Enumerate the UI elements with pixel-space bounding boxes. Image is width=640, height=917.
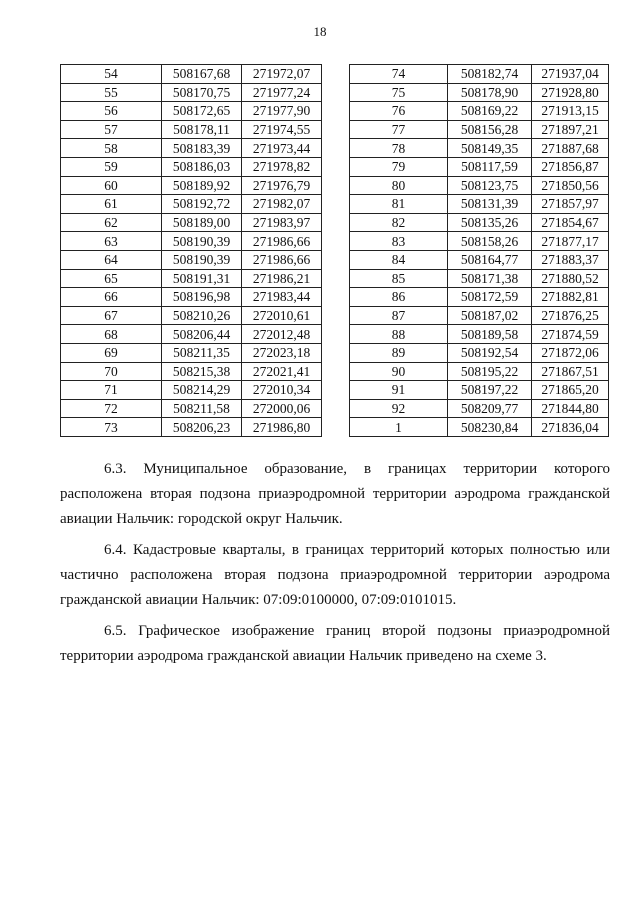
table-row: [350, 120, 609, 139]
table-row: [61, 418, 322, 437]
point-number-cell: 79: [350, 157, 448, 176]
x-coordinate-cell: 508172,65: [162, 102, 242, 121]
table-row: [61, 343, 322, 362]
point-number-cell: 87: [350, 306, 448, 325]
table-row: [61, 362, 322, 381]
point-number-cell: 69: [61, 343, 162, 362]
paragraph-6-5: [60, 619, 610, 669]
y-coordinate-cell: 272023,18: [242, 343, 322, 362]
table-row: [61, 102, 322, 121]
point-number-cell: 71: [61, 381, 162, 400]
point-number-cell: 64: [61, 250, 162, 269]
y-coordinate-cell: 271976,79: [242, 176, 322, 195]
y-coordinate-cell: 271854,67: [532, 213, 609, 232]
x-coordinate-cell: 508149,35: [448, 139, 532, 158]
table-row: [61, 232, 322, 251]
point-number-cell: 60: [61, 176, 162, 195]
coordinates-table-right: [349, 64, 609, 437]
y-coordinate-cell: 271867,51: [532, 362, 609, 381]
table-row: [350, 250, 609, 269]
table-row: [61, 306, 322, 325]
table-row: [61, 213, 322, 232]
x-coordinate-cell: 508178,11: [162, 120, 242, 139]
x-coordinate-cell: 508192,72: [162, 195, 242, 214]
coordinates-table-left-body: [61, 65, 322, 437]
point-number-cell: 68: [61, 325, 162, 344]
x-coordinate-cell: 508169,22: [448, 102, 532, 121]
point-number-cell: 63: [61, 232, 162, 251]
point-number-cell: 77: [350, 120, 448, 139]
table-row: [61, 176, 322, 195]
y-coordinate-cell: 271874,59: [532, 325, 609, 344]
y-coordinate-cell: 271876,25: [532, 306, 609, 325]
x-coordinate-cell: 508167,68: [162, 65, 242, 84]
point-number-cell: 61: [61, 195, 162, 214]
coordinates-table-left: [60, 64, 322, 437]
point-number-cell: 80: [350, 176, 448, 195]
table-row: [350, 362, 609, 381]
point-number-cell: 57: [61, 120, 162, 139]
point-number-cell: 67: [61, 306, 162, 325]
y-coordinate-cell: 271882,81: [532, 288, 609, 307]
y-coordinate-cell: 271877,17: [532, 232, 609, 251]
table-row: [61, 83, 322, 102]
table-row: [350, 288, 609, 307]
point-number-cell: 90: [350, 362, 448, 381]
point-number-cell: 75: [350, 83, 448, 102]
table-row: [350, 343, 609, 362]
point-number-cell: 72: [61, 399, 162, 418]
x-coordinate-cell: 508206,44: [162, 325, 242, 344]
y-coordinate-cell: 272010,34: [242, 381, 322, 400]
y-coordinate-cell: 271887,68: [532, 139, 609, 158]
table-row: [350, 176, 609, 195]
x-coordinate-cell: 508156,28: [448, 120, 532, 139]
table-row: [61, 250, 322, 269]
x-coordinate-cell: 508117,59: [448, 157, 532, 176]
table-row: [61, 195, 322, 214]
table-row: [350, 157, 609, 176]
y-coordinate-cell: 271986,66: [242, 250, 322, 269]
y-coordinate-cell: 271983,97: [242, 213, 322, 232]
y-coordinate-cell: 271974,55: [242, 120, 322, 139]
table-row: [350, 139, 609, 158]
y-coordinate-cell: 271850,56: [532, 176, 609, 195]
y-coordinate-cell: 272012,48: [242, 325, 322, 344]
y-coordinate-cell: 271986,66: [242, 232, 322, 251]
paragraph-6-4-text: 6.4. Кадастровые кварталы, в границах территорий которых полностью или частично расположена вторая подзона приаэродромной территории аэродрома гражданской авиации Нальчик: 07:09:0100000, 07:09:0101015.: [60, 542, 610, 608]
y-coordinate-cell: 271880,52: [532, 269, 609, 288]
paragraph-6-4: [60, 538, 610, 613]
point-number-cell: 84: [350, 250, 448, 269]
y-coordinate-cell: 271872,06: [532, 343, 609, 362]
table-row: [61, 269, 322, 288]
x-coordinate-cell: 508196,98: [162, 288, 242, 307]
y-coordinate-cell: 271897,21: [532, 120, 609, 139]
x-coordinate-cell: 508135,26: [448, 213, 532, 232]
x-coordinate-cell: 508158,26: [448, 232, 532, 251]
x-coordinate-cell: 508186,03: [162, 157, 242, 176]
x-coordinate-cell: 508182,74: [448, 65, 532, 84]
table-row: [350, 83, 609, 102]
y-coordinate-cell: 272021,41: [242, 362, 322, 381]
page-number: 18: [313, 24, 327, 39]
table-row: [61, 139, 322, 158]
x-coordinate-cell: 508211,35: [162, 343, 242, 362]
table-row: [350, 306, 609, 325]
y-coordinate-cell: 272010,61: [242, 306, 322, 325]
y-coordinate-cell: 271983,44: [242, 288, 322, 307]
point-number-cell: 70: [61, 362, 162, 381]
point-number-cell: 58: [61, 139, 162, 158]
table-row: [61, 65, 322, 84]
point-number-cell: 81: [350, 195, 448, 214]
point-number-cell: 73: [61, 418, 162, 437]
table-row: [350, 65, 609, 84]
x-coordinate-cell: 508189,92: [162, 176, 242, 195]
point-number-cell: 85: [350, 269, 448, 288]
x-coordinate-cell: 508211,58: [162, 399, 242, 418]
point-number-cell: 78: [350, 139, 448, 158]
y-coordinate-cell: 271857,97: [532, 195, 609, 214]
x-coordinate-cell: 508171,38: [448, 269, 532, 288]
x-coordinate-cell: 508206,23: [162, 418, 242, 437]
table-row: [350, 102, 609, 121]
table-row: [350, 232, 609, 251]
point-number-cell: 55: [61, 83, 162, 102]
y-coordinate-cell: 271973,44: [242, 139, 322, 158]
x-coordinate-cell: 508178,90: [448, 83, 532, 102]
paragraph-6-3: [60, 457, 610, 532]
y-coordinate-cell: 271856,87: [532, 157, 609, 176]
point-number-cell: 74: [350, 65, 448, 84]
x-coordinate-cell: 508187,02: [448, 306, 532, 325]
x-coordinate-cell: 508170,75: [162, 83, 242, 102]
x-coordinate-cell: 508209,77: [448, 399, 532, 418]
point-number-cell: 86: [350, 288, 448, 307]
y-coordinate-cell: 271986,80: [242, 418, 322, 437]
y-coordinate-cell: 271972,07: [242, 65, 322, 84]
x-coordinate-cell: 508183,39: [162, 139, 242, 158]
table-row: [61, 157, 322, 176]
point-number-cell: 56: [61, 102, 162, 121]
table-row: [350, 381, 609, 400]
coordinates-table-right-body: [350, 65, 609, 437]
table-row: [61, 381, 322, 400]
y-coordinate-cell: 271928,80: [532, 83, 609, 102]
point-number-cell: 54: [61, 65, 162, 84]
x-coordinate-cell: 508189,58: [448, 325, 532, 344]
x-coordinate-cell: 508190,39: [162, 232, 242, 251]
x-coordinate-cell: 508191,31: [162, 269, 242, 288]
paragraph-6-5-text: 6.5. Графическое изображение границ второй подзоны приаэродромной территории аэродрома гражданской авиации Нальчик приведено на схеме 3.: [60, 623, 610, 664]
point-number-cell: 65: [61, 269, 162, 288]
x-coordinate-cell: 508215,38: [162, 362, 242, 381]
x-coordinate-cell: 508190,39: [162, 250, 242, 269]
y-coordinate-cell: 272000,06: [242, 399, 322, 418]
y-coordinate-cell: 271982,07: [242, 195, 322, 214]
y-coordinate-cell: 271937,04: [532, 65, 609, 84]
point-number-cell: 59: [61, 157, 162, 176]
x-coordinate-cell: 508172,59: [448, 288, 532, 307]
x-coordinate-cell: 508195,22: [448, 362, 532, 381]
y-coordinate-cell: 271865,20: [532, 381, 609, 400]
table-row: [350, 213, 609, 232]
x-coordinate-cell: 508131,39: [448, 195, 532, 214]
y-coordinate-cell: 271883,37: [532, 250, 609, 269]
table-row: [61, 288, 322, 307]
paragraph-6-3-text: 6.3. Муниципальное образование, в границах территории которого расположена вторая подзона приаэродромной территории аэродрома гражданской авиации Нальчик: городской округ Нальчик.: [60, 461, 610, 527]
table-row: [61, 120, 322, 139]
point-number-cell: 89: [350, 343, 448, 362]
point-number-cell: 82: [350, 213, 448, 232]
table-row: [350, 195, 609, 214]
table-row: [350, 325, 609, 344]
table-row: [350, 418, 609, 437]
table-row: [350, 269, 609, 288]
y-coordinate-cell: 271977,90: [242, 102, 322, 121]
y-coordinate-cell: 271977,24: [242, 83, 322, 102]
x-coordinate-cell: 508214,29: [162, 381, 242, 400]
y-coordinate-cell: 271986,21: [242, 269, 322, 288]
x-coordinate-cell: 508189,00: [162, 213, 242, 232]
point-number-cell: 76: [350, 102, 448, 121]
y-coordinate-cell: 271836,04: [532, 418, 609, 437]
x-coordinate-cell: 508197,22: [448, 381, 532, 400]
x-coordinate-cell: 508230,84: [448, 418, 532, 437]
point-number-cell: 1: [350, 418, 448, 437]
point-number-cell: 92: [350, 399, 448, 418]
point-number-cell: 83: [350, 232, 448, 251]
table-row: [61, 399, 322, 418]
x-coordinate-cell: 508210,26: [162, 306, 242, 325]
table-row: [61, 325, 322, 344]
point-number-cell: 91: [350, 381, 448, 400]
table-row: [350, 399, 609, 418]
y-coordinate-cell: 271913,15: [532, 102, 609, 121]
point-number-cell: 66: [61, 288, 162, 307]
x-coordinate-cell: 508192,54: [448, 343, 532, 362]
x-coordinate-cell: 508164,77: [448, 250, 532, 269]
y-coordinate-cell: 271978,82: [242, 157, 322, 176]
y-coordinate-cell: 271844,80: [532, 399, 609, 418]
point-number-cell: 88: [350, 325, 448, 344]
x-coordinate-cell: 508123,75: [448, 176, 532, 195]
point-number-cell: 62: [61, 213, 162, 232]
